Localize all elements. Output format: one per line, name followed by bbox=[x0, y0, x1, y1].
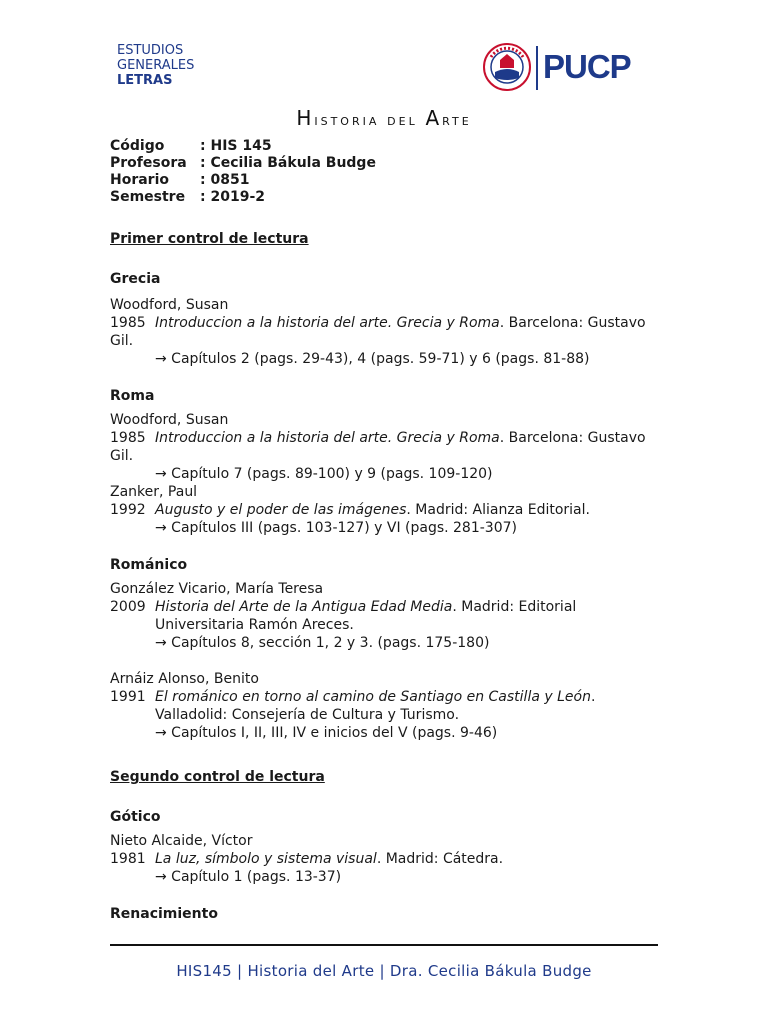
topic-heading-roma: Roma bbox=[110, 388, 155, 404]
brand-line-1: ESTUDIOS bbox=[117, 43, 184, 58]
citation: 1985 Introduccion a la historia del arte. Grecia y Roma. Barcelona: Gustavo bbox=[110, 430, 646, 446]
section-heading-first: Primer control de lectura bbox=[110, 231, 309, 247]
footer-divider bbox=[110, 944, 658, 946]
course-info bbox=[110, 138, 376, 206]
chapters: → Capítulo 1 (pags. 13-37) bbox=[155, 869, 342, 885]
chapters: → Capítulos III (pags. 103-127) y VI (pags. 281-307) bbox=[155, 520, 517, 536]
faculty-brand bbox=[117, 43, 194, 88]
brand-line-3: LETRAS bbox=[117, 73, 173, 88]
citation: 2009 Historia del Arte de la Antigua Edad Media. Madrid: Editorial bbox=[110, 599, 577, 615]
citation: 1991 El románico en torno al camino de Santiago en Castilla y León. bbox=[110, 689, 596, 705]
chapters: → Capítulos 2 (pags. 29-43), 4 (pags. 59-71) y 6 (pags. 81-88) bbox=[155, 351, 590, 367]
reading-list: Primer control de lectura Grecia Woodford, Susan 1985 Introduccion a la historia del arte. Grecia y Roma. Barcelona: Gustavo Gil. → Capítulos 2 (pags. 29-43), 4 (pags. 59-71) y 6 (pags. 81-88) Roma Woodford, Susan 1985 Introduccion a la historia del arte. Grecia y Roma. Barcelona: Gustavo Gil. → Capítulo 7 (pags. 89-100) y 9 (pags. 109-120) Zanker, Paul 1992 Augusto y el poder de las imágenes. Madrid: Alianza Editorial. → Capítulos III (pags. 103-127) y VI (pags. 281-307) Románico González Vicario, María Teresa 2009 Historia del Arte de la Antigua Edad Media. Madrid: Editorial Universitaria Ramón Areces. → Capítulos 8, sección 1, 2 y 3. (pags. 175-180) Arnáiz Alonso, Benito 1991 El románico en torno al camino de Santiago en Castilla y León. Valladolid: Consejería de Cultura y Turismo. → Capítulos I, II, III, IV e inicios del V (pags. 9-46) Segundo control de lectura Gótico Nieto Alcaide, Víctor 1981 La luz, símbolo y sistema visual. Madrid: Cátedra. → Capítulo 1 (pags. 13-37) Renacimiento bbox=[110, 230, 658, 923]
info-row-schedule: Horario : 0851 bbox=[110, 172, 250, 188]
pucp-logo bbox=[481, 42, 656, 92]
citation: 1981 La luz, símbolo y sistema visual. Madrid: Cátedra. bbox=[110, 851, 504, 867]
topic-heading-romanico: Románico bbox=[110, 557, 188, 573]
info-row-code: Código : HIS 145 bbox=[110, 138, 272, 154]
pucp-seal-icon bbox=[481, 42, 533, 92]
info-row-semester: Semestre : 2019-2 bbox=[110, 189, 265, 205]
author: Woodford, Susan bbox=[110, 412, 229, 428]
section-heading-second: Segundo control de lectura bbox=[110, 769, 325, 785]
author: González Vicario, María Teresa bbox=[110, 581, 324, 597]
chapters: → Capítulos 8, sección 1, 2 y 3. (pags. 175-180) bbox=[155, 635, 490, 651]
topic-heading-renacimiento: Renacimiento bbox=[110, 906, 218, 922]
logo-wordmark: PUCP bbox=[543, 48, 631, 85]
chapters: → Capítulos I, II, III, IV e inicios del V (pags. 9-46) bbox=[155, 725, 498, 741]
page-title: Historia del Arte bbox=[296, 106, 472, 130]
page-footer: HIS145 | Historia del Arte | Dra. Cecilia Bákula Budge bbox=[176, 962, 592, 980]
chapters: → Capítulo 7 (pags. 89-100) y 9 (pags. 109-120) bbox=[155, 466, 493, 482]
author: Nieto Alcaide, Víctor bbox=[110, 833, 253, 849]
author: Woodford, Susan bbox=[110, 297, 229, 313]
info-row-professor: Profesora : Cecilia Bákula Budge bbox=[110, 155, 376, 171]
author: Arnáiz Alonso, Benito bbox=[110, 671, 259, 687]
citation: 1985 Introduccion a la historia del arte. Grecia y Roma. Barcelona: Gustavo bbox=[110, 315, 646, 331]
citation: 1992 Augusto y el poder de las imágenes. Madrid: Alianza Editorial. bbox=[110, 502, 590, 518]
author: Zanker, Paul bbox=[110, 484, 198, 500]
logo-divider bbox=[536, 46, 538, 90]
brand-line-2: GENERALES bbox=[117, 58, 195, 73]
topic-heading-grecia: Grecia bbox=[110, 271, 161, 287]
topic-heading-gotico: Gótico bbox=[110, 809, 161, 825]
